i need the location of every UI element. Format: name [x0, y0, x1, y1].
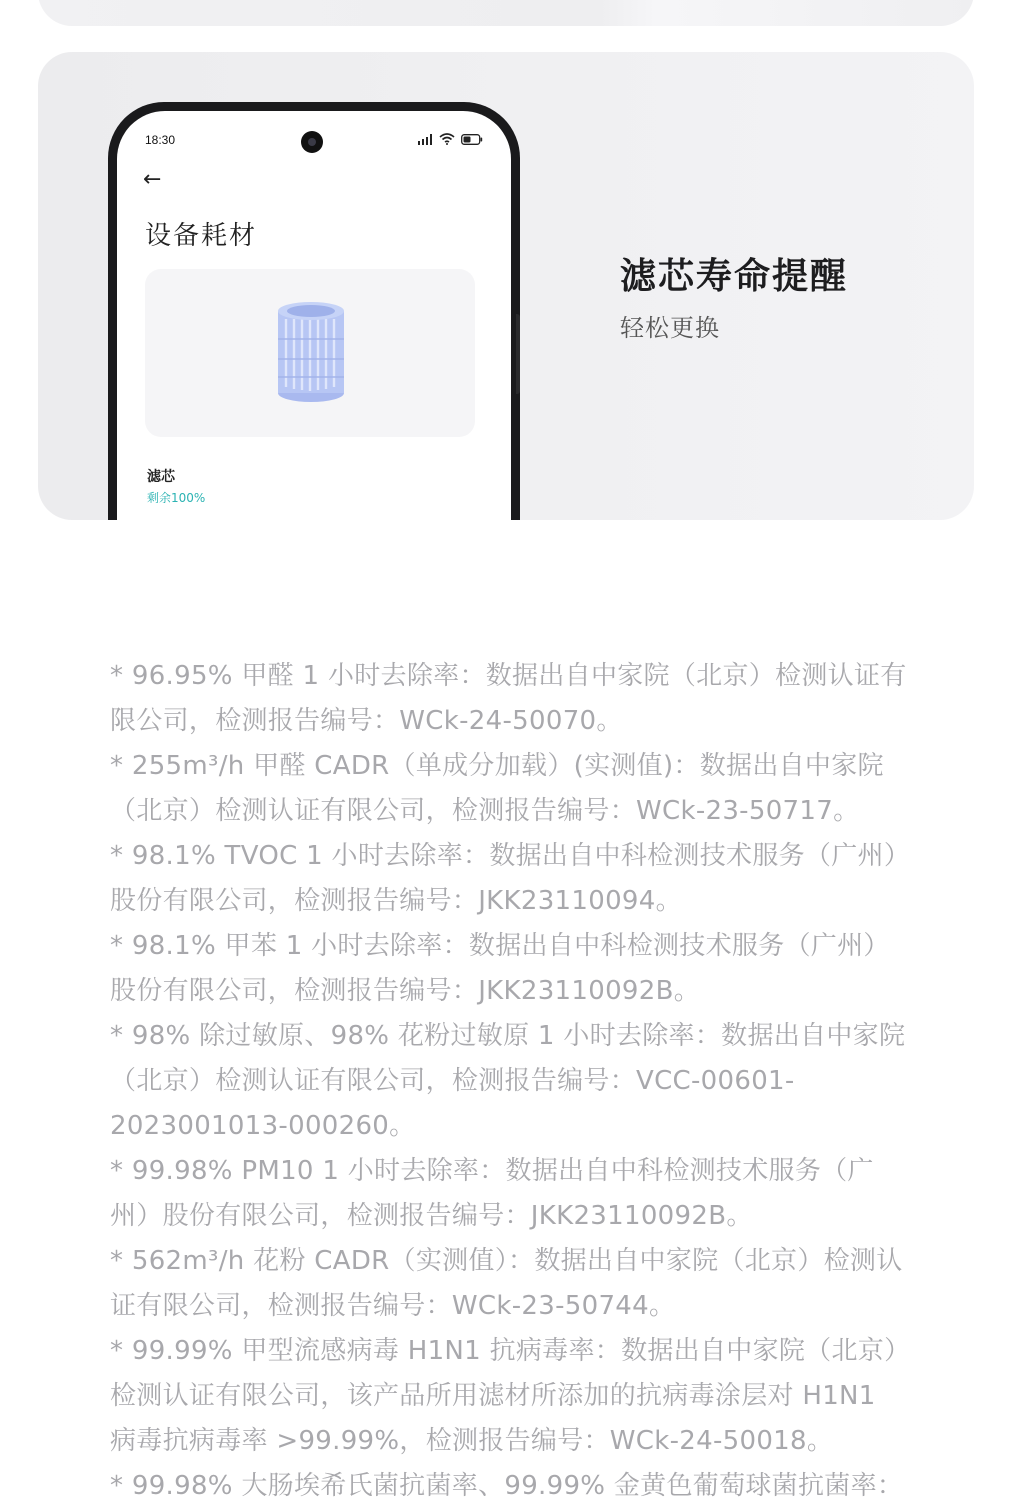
phone-screen: [117, 111, 511, 520]
phone-mockup: [108, 102, 520, 520]
wifi-icon: [439, 133, 455, 145]
test-report-footnotes: [110, 654, 910, 1509]
footnote: * 96.95% 甲醛 1 小时去除率：数据出自中家院（北京）检测认证有限公司，检测报告编号：WCk-24-50070。: [110, 661, 907, 736]
status-icons: [417, 133, 483, 145]
footnote: * 99.98% PM10 1 小时去除率：数据出自中科检测技术服务（广州）股份有限公司，检测报告编号：JKK23110092B。: [110, 1156, 874, 1231]
footnote: * 255m³/h 甲醛 CADR（单成分加载）(实测值)：数据出自中家院（北京）检测认证有限公司，检测报告编号：WCk-23-50717。: [110, 751, 884, 826]
feature-subtitle: 轻松更换: [620, 314, 720, 342]
footnote: * 98.1% TVOC 1 小时去除率：数据出自中科检测技术服务（广州）股份有限公司，检测报告编号：JKK23110094。: [110, 841, 898, 916]
status-time: 18:30: [145, 133, 176, 147]
screen-title: 设备耗材: [145, 221, 258, 251]
battery-icon: [461, 134, 483, 145]
footnote: * 98.1% 甲苯 1 小时去除率：数据出自中科检测技术服务（广州）股份有限公司，检测报告编号：JKK23110092B。: [110, 931, 890, 1006]
filter-cartridge-icon: [275, 299, 347, 403]
footnote: * 98% 除过敏原、98% 花粉过敏原 1 小时去除率：数据出自中家院（北京）检测认证有限公司，检测报告编号：VCC-00601-2023001013-000260。: [110, 1021, 906, 1141]
footnote: * 99.99% 甲型流感病毒 H1N1 抗病毒率：数据出自中家院（北京）检测认证有限公司，该产品所用滤材所添加的抗病毒涂层对 H1N1 病毒抗病毒率 >99.99%，检测报告编号：WCk-24-50018。: [110, 1336, 898, 1456]
phone-side-button: [516, 314, 520, 394]
signal-icon: [417, 134, 433, 145]
footnote: * 99.98% 大肠埃希氏菌抗菌率、99.99% 金黄色葡萄球菌抗菌率：: [110, 1471, 904, 1501]
front-camera: [301, 131, 323, 153]
footnote: * 562m³/h 花粉 CADR（实测值）：数据出自中家院（北京）检测认证有限公司，检测报告编号：WCk-23-50744。: [110, 1246, 903, 1321]
back-arrow-icon[interactable]: ←: [143, 167, 162, 192]
feature-title: 滤芯寿命提醒: [620, 256, 849, 297]
consumable-card[interactable]: [145, 269, 475, 437]
previous-feature-card: [38, 0, 974, 26]
item-remaining-label: 剩余100%: [147, 491, 206, 505]
item-name: 滤芯: [147, 469, 175, 485]
filter-life-feature-card: [38, 52, 974, 520]
